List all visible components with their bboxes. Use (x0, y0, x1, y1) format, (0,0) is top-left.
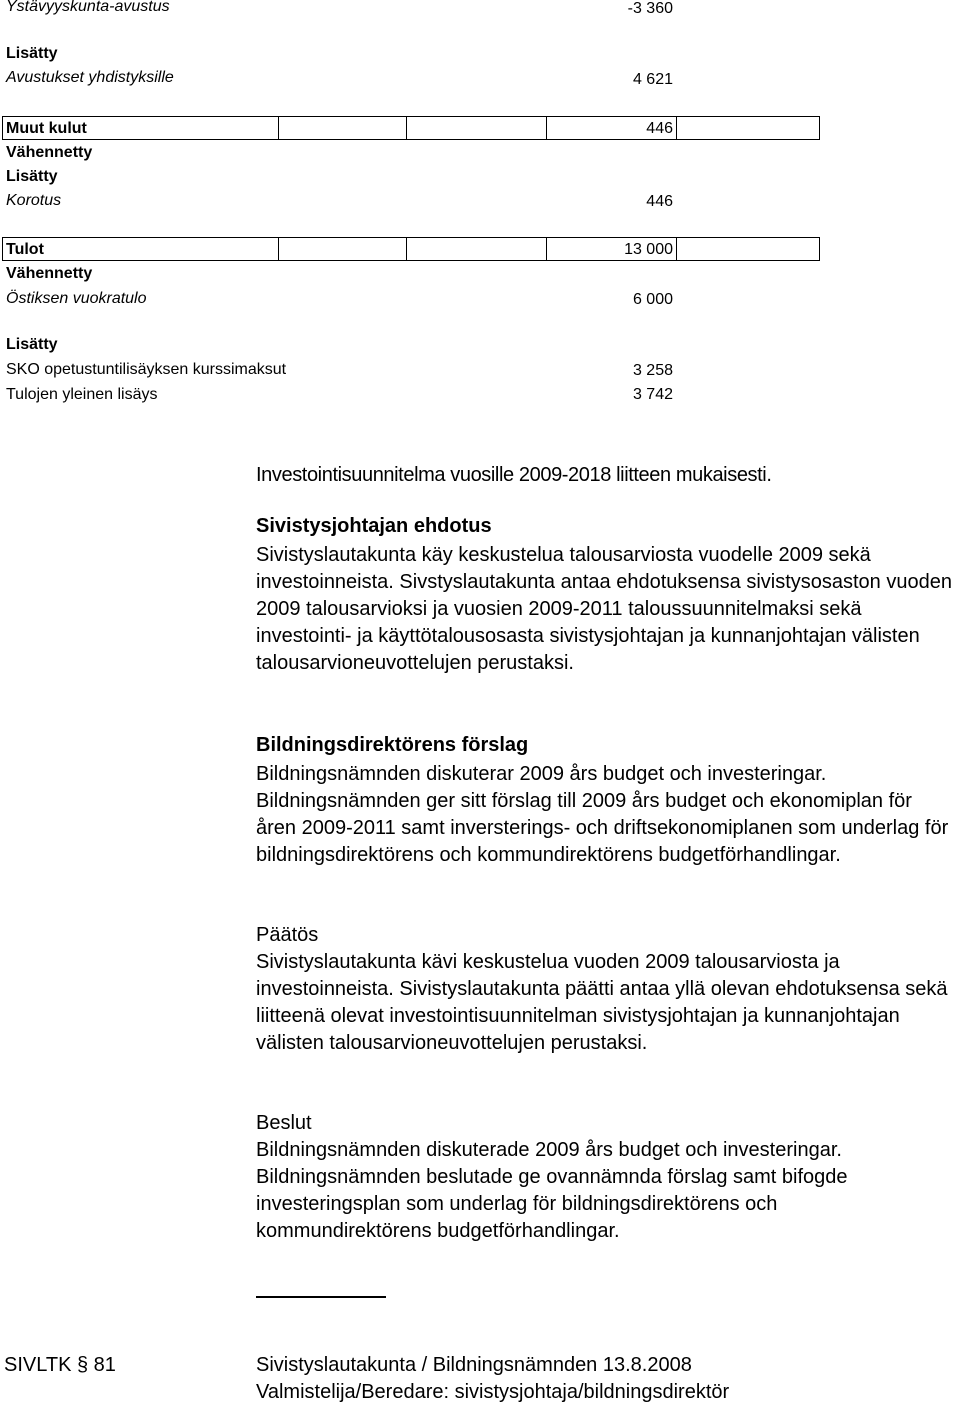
paragraph-beslut (256, 1137, 956, 1245)
budget-value-sko: 3 258 (632, 362, 673, 379)
minutes-reference: SIVLTK § 81 (4, 1354, 116, 1376)
paragraph-forslag (256, 761, 956, 869)
budget-label-ystavyyskunta: Ystävyyskunta-avustus (6, 0, 170, 15)
budget-label-lisatty-3: Lisätty (6, 336, 58, 353)
budget-label-vahennetty-1: Vähennetty (6, 144, 93, 161)
budget-label-avustukset: Avustukset yhdistyksille (6, 69, 174, 86)
budget-value-tulojen-lisays: 3 742 (632, 386, 673, 403)
budget-value-ostiksen: 6 000 (632, 291, 673, 308)
budget-label-lisatty-2: Lisätty (6, 168, 58, 185)
investment-plan-note: Investointisuunnitelma vuosille 2009-2018 liitteen mukaisesti. (256, 464, 772, 486)
budget-value-tulot: 13 000 (624, 241, 673, 258)
budget-value-korotus: 446 (646, 193, 673, 210)
budget-label-tulojen-lisays: Tulojen yleinen lisäys (6, 386, 158, 403)
heading-bildningsdirektorens-forslag: Bildningsdirektörens förslag (256, 734, 529, 756)
paragraph-paatos-text: Sivistyslautakunta kävi keskustelua vuoden 2009 talousarviosta ja investoinneista. Sivistyslautakunta päätti antaa yllä olevan ehdotuksensa sekä liitteenä olevat investointisuunnitelman sivistysjohtajan ja kunnanjohtajan välisten talousarvioneuvottelujen perustaksi. (256, 951, 948, 1054)
budget-label-tulot: Tulot (6, 241, 44, 258)
signature-divider (256, 1296, 386, 1298)
budget-label-ostiksen: Östiksen vuokratulo (6, 290, 147, 307)
heading-paatos: Päätös (256, 924, 319, 946)
heading-beslut: Beslut (256, 1112, 312, 1134)
budget-label-muut-kulut: Muut kulut (6, 120, 87, 137)
heading-sivistysjohtajan-ehdotus: Sivistysjohtajan ehdotus (256, 515, 492, 537)
table-row-muut-kulut (2, 116, 820, 140)
budget-label-lisatty: Lisätty (6, 45, 58, 62)
paragraph-forslag-text: Bildningsnämnden diskuterar 2009 års budget och investeringar. Bildningsnämnden ger sitt förslag till 2009 års budget och ekonomiplan för åren 2009-2011 samt inversterings- och driftsekonomiplanen som underlag för bildningsdirektörens och kommundirektörens budgetförhandlingar. (256, 763, 949, 866)
paragraph-beslut-text: Bildningsnämnden diskuterade 2009 års budget och investeringar. Bildningsnämnden beslutade ge ovannämnda förslag samt bifogde investeringsplan som underlag för bildningsdirektörens och kommundirektörens budgetförhandlingar. (256, 1139, 848, 1242)
budget-label-sko: SKO opetustuntilisäyksen kurssimaksut (6, 361, 287, 378)
meeting-info: Sivistyslautakunta / Bildningsnämnden 13.8.2008 (256, 1354, 692, 1376)
budget-value-avustukset: 4 621 (632, 71, 673, 88)
table-row-tulot (2, 237, 820, 261)
budget-value-ystavyyskunta: -3 360 (627, 0, 673, 17)
paragraph-paatos (256, 949, 956, 1057)
preparer-info: Valmistelija/Beredare: sivistysjohtaja/bildningsdirektör (256, 1381, 730, 1403)
paragraph-ehdotus-text: Sivistyslautakunta käy keskustelua talousarviosta vuodelle 2009 sekä investoinneista. Sivstyslautakunta antaa ehdotuksensa sivistysosaston vuoden 2009 talousarvioksi ja vuosien 2009-2011 taloussuunnitelmaksi sekä investointi- ja käyttötalousosasta sivistysjohtajan ja kunnanjohtajan välisten talousarvioneuvottelujen perustaksi. (256, 544, 952, 674)
budget-label-korotus: Korotus (6, 192, 62, 209)
budget-value-muut-kulut: 446 (646, 120, 673, 137)
budget-label-vahennetty-2: Vähennetty (6, 265, 93, 282)
paragraph-ehdotus (256, 542, 956, 677)
